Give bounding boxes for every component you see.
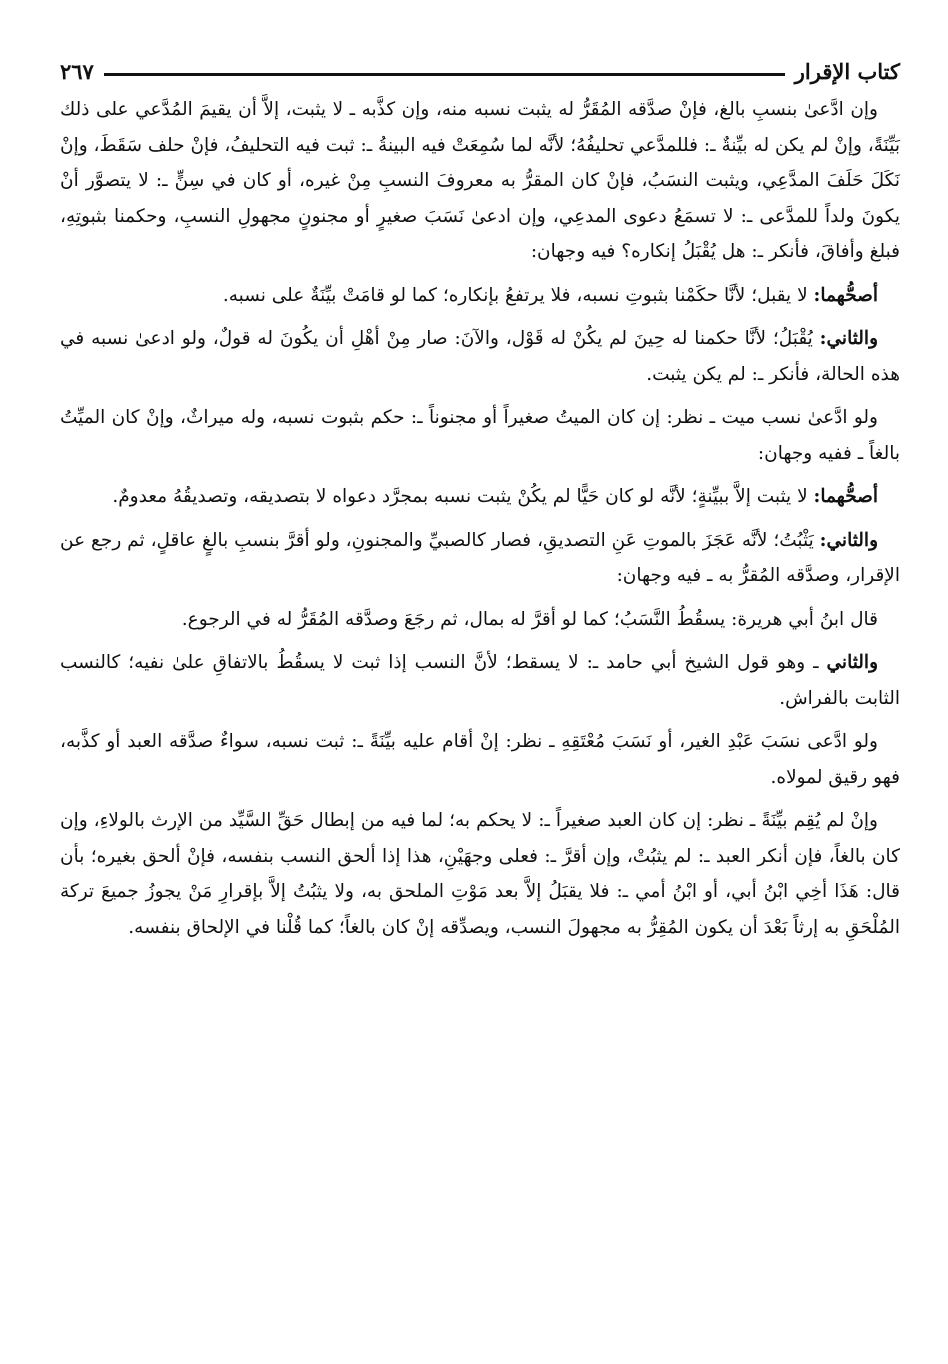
paragraph [60,724,900,795]
paragraph-lead: والثاني: [819,328,878,349]
paragraph-lead: أصحُّهما: [813,284,878,306]
paragraph [60,479,900,515]
paragraph [60,803,900,945]
header-rule [104,73,785,76]
page-number: ٢٦٧ [60,59,94,84]
paragraph-text: لا يقبل؛ لأنَّا حكَمْنا بثبوتِ نسبه، فلا يرتفعُ بإنكاره؛ كما لو قامَتْ بيِّنَةٌ على نسبه. [222,284,814,306]
paragraph-text: قال ابنُ أبي هريرة: يسقُطُ النَّسَبُ؛ كما لو أقرَّ له بمال، ثم رجَعَ وصدَّقه المُقَرُّ له في الرجوع. [181,608,878,630]
paragraph [60,278,900,314]
paragraph-lead: والثاني: [819,529,878,551]
paragraph-text: ـ وهو قول الشيخ أبي حامد ـ: لا يسقط؛ لأنَّ النسب إذا ثبت لا يسقُطُ بالاتفاقِ علىٰ نفيه؛ كالنسب الثابت بالفراش. [60,652,900,709]
paragraph [60,92,900,270]
paragraph-text: يُقْبَلُ؛ لأنَّا حكمنا له حِينَ لم يكُنْ له قَوْل، والآنَ: صار مِنْ أهْلِ أن يكُونَ له قولٌ، ولو ادعىٰ نسبه في هذه الحالة، فأنكر ـ: لم يكن يثبت. [60,328,900,385]
paragraph-text: ولو ادَّعىٰ نسب ميت ـ نظر: إن كان الميتُ صغيراً أو مجنوناً ـ: حكم بثبوت نسبه، وله ميراثٌ، وإنْ كان الميِّتُ بالغاً ـ ففيه وجهان: [60,407,900,464]
paragraph [60,400,900,471]
paragraph-lead: والثاني [826,652,878,673]
paragraph-text: ولو ادَّعى نسَبَ عَبْدِ الغير، أو نَسَبَ مُعْتَقِهِ ـ نظر: إنْ أقام عليه بيِّنَةً ـ: ثبت نسبه، سواءٌ صدَّقه العبد أو كذَّبه، فهو رقيق لمولاه. [60,731,900,788]
paragraph-text: وإنْ لم يُقِم بيِّنَةً ـ نظر: إن كان العبد صغيراً ـ: لا يحكم به؛ لما فيه من إبطال حَقِّ السَّيِّد من الإرث بالولاءِ، وإن كان بالغاً، فإن أنكر العبد ـ: لم يثبُتْ، وإن أقرَّ ـ: فعلى وجهَيْنِ، هذا إذا ألحق النسب بنفسه، فإنْ ألحق بغيره؛ بأن قال: هَذَا أخِي ابْنُ أبي، أو ابْنُ أمي ـ: فلا يقبَلُ إلاَّ بعد مَوْتِ الملحق به، ولا يثبُتُ إلاَّ بإقرارِ مَنْ يجوزُ جميعَ تركة المُلْحَقِ به إرثاً بَعْدَ أن يكون المُقِرُّ به مجهولَ النسب، ويصدِّقه إنْ كان بالغاً؛ كما قُلْنا في الإلحاق بنفسه. [60,810,900,938]
running-title: كتاب الإقرار [794,59,900,84]
body-text [60,92,900,945]
paragraph [60,645,900,716]
paragraph-text: يَثْبُتُ؛ لأنَّه عَجَزَ بالموتِ عَنِ التصديقِ، فصار كالصبيِّ والمجنونِ، ولو أقرَّ بنسبِ بالغٍ عاقلٍ، ثم رجع عن الإقرار، وصدَّقه المُقرُّ به ـ فيه وجهان: [60,529,900,586]
page-header [60,38,900,84]
paragraph-text: وإن ادَّعىٰ بنسبِ بالغ، فإنْ صدَّقه المُقَرُّ له يثبت نسبه منه، وإن كذَّبه ـ لا يثبت، إلاَّ أن يقيمَ المُدَّعي على ذلك بَيِّنَةً، وإنْ لم يكن له بيِّنةٌ ـ: فللمدَّعي تحليفُهُ؛ لأنَّه لما سُمِعَتْ فيه البينةُ ـ: ثبت فيه التحليفُ، فإنْ حلف سَقَطَ، وإنْ نَكَلَ حَلَفَ المدَّعِي، ويثبت النسَبُ، فإنْ كان المقرُّ به معروفَ النسبِ مِنْ غيره، أو كان في سِنٍّ ـ: لا يتصوَّر أنْ يكونَ ولداً للمدَّعى ـ: لا تسمَعُ دعوى المدعِي، وإن ادعىٰ نَسَبَ صغيرٍ أو مجنونٍ مجهولِ النسبِ، وحكمنا بثبوتِهِ، فبلغ وأفاقَ، فأنكر ـ: هل يُقْبَلُ إنكاره؟ فيه وجهان: [60,99,900,262]
paragraph [60,523,900,594]
paragraph [60,321,900,392]
paragraph-lead: أصحُّهما: [813,486,878,507]
paragraph [60,602,900,638]
paragraph-text: لا يثبت إلاَّ ببيِّنةٍ؛ لأنَّه لو كان حَيًّا لم يكُنْ يثبت نسبه بمجرَّد دعواه لا بتصديقه، وتصديقُهُ معدومٌ. [112,486,814,507]
book-page [60,38,900,953]
